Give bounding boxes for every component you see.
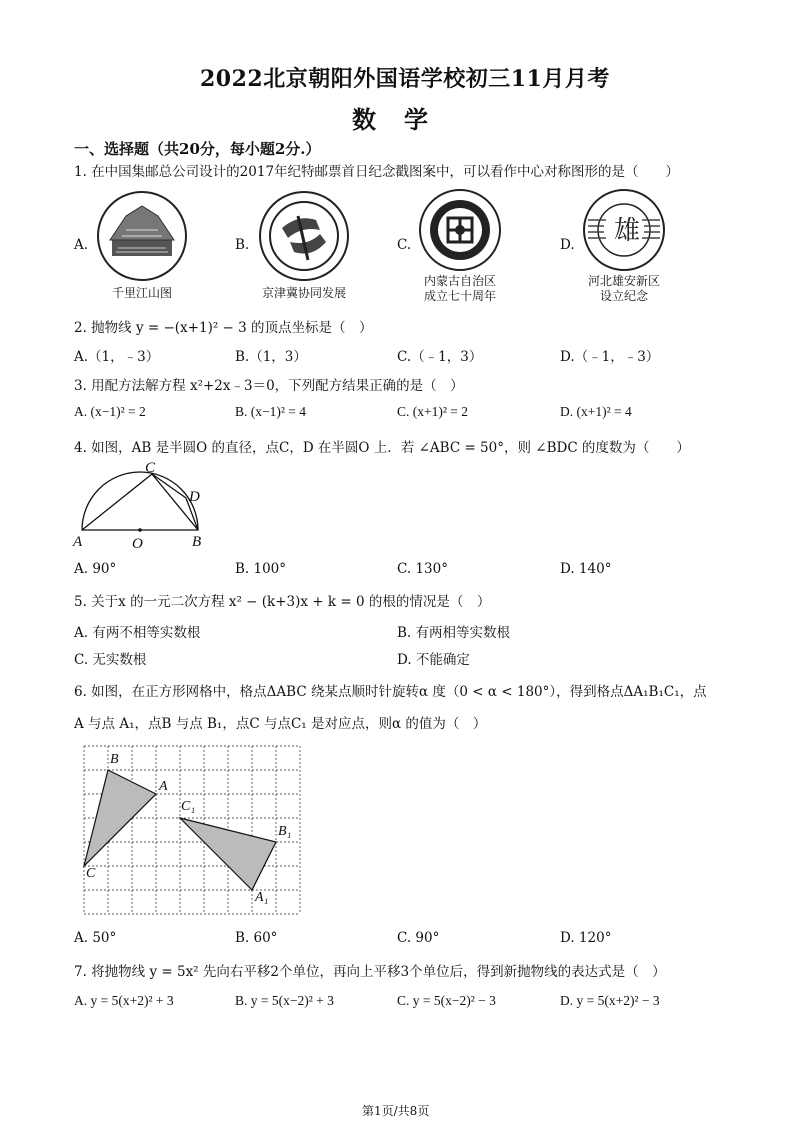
q5-option-c: C. 无实数根 (74, 652, 147, 668)
q3-option-d: D. (x+1)² = 4 (560, 404, 632, 419)
section-heading: 一、选择题（共20分，每小题2分.） (74, 140, 321, 158)
stamp-a-image (96, 190, 188, 282)
q7-option-a: A. y = 5(x+2)² + 3 (74, 993, 174, 1008)
q1-option-a-caption: 千里江山图 (111, 286, 172, 300)
stamp-d-character: 雄 (614, 216, 641, 246)
q1-option-b-letter: B. (235, 237, 250, 253)
q4-option-a: A. 90° (74, 561, 117, 577)
grid-rotation-figure (84, 746, 300, 914)
q1-option-c-letter: C. (397, 237, 412, 253)
q4-option-c: C. 130° (397, 561, 448, 577)
subject-title: 数学 (352, 105, 456, 134)
q1-option-b-caption: 京津冀协同发展 (261, 286, 346, 300)
q1-option-c-caption-line1: 内蒙古自治区 (423, 274, 496, 288)
q3-option-c: C. (x+1)² = 2 (397, 404, 469, 419)
q7-option-d: D. y = 5(x+2)² − 3 (560, 993, 660, 1008)
page-title: 2022北京朝阳外国语学校初三11月月考 (200, 66, 610, 92)
question-3-stem: 3. 用配方法解方程 x²+2x﹣3＝0，下列配方结果正确的是（ ） (74, 378, 464, 394)
q1-option-d-caption-line1: 河北雄安新区 (587, 274, 660, 288)
q3-option-a: A. (x−1)² = 2 (74, 404, 146, 419)
q2-option-c: C.（﹣1，3） (397, 349, 483, 365)
q6-option-b: B. 60° (235, 930, 278, 946)
q1-option-c-caption-line2: 成立七十周年 (423, 289, 496, 303)
q1-option-a-letter: A. (74, 237, 89, 253)
q4-label-d: D (189, 489, 200, 505)
q1-option-d-caption-line2: 设立纪念 (599, 289, 648, 303)
q5-option-a: A. 有两不相等实数根 (74, 625, 201, 641)
stamp-c-image (418, 188, 502, 272)
question-1-stem: 1. 在中国集邮总公司设计的2017年纪特邮票首日纪念戳图案中，可以看作中心对称图形的是（ ） (74, 164, 680, 180)
q4-label-c: C (145, 460, 156, 476)
q6-option-a: A. 50° (74, 930, 117, 946)
q4-label-b: B (192, 534, 202, 550)
q7-option-b: B. y = 5(x−2)² + 3 (235, 993, 334, 1008)
q2-option-a: A.（1，﹣3） (74, 349, 160, 365)
q4-label-o: O (132, 536, 143, 552)
q5-option-d: D. 不能确定 (397, 652, 470, 668)
q7-option-c: C. y = 5(x−2)² − 3 (397, 993, 496, 1008)
question-6-stem-line2: A 与点 A₁，点B 与点 B₁，点C 与点C₁ 是对应点，则α 的值为（ ） (74, 716, 487, 732)
q4-option-d: D. 140° (560, 561, 612, 577)
stamp-b-image (258, 190, 350, 282)
q6-label-a1: A₁ (255, 890, 269, 905)
q2-option-d: D.（﹣1，﹣3） (560, 349, 660, 365)
q6-label-b: B (110, 752, 119, 767)
question-6-stem-line1: 6. 如图，在正方形网格中，格点ΔABC 绕某点顺时针旋转α 度（0 < α < 180°），得到格点ΔA₁B₁C₁，点 (74, 684, 707, 700)
q2-option-b: B.（1，3） (235, 349, 307, 365)
q4-label-a: A (73, 534, 83, 550)
q6-option-d: D. 120° (560, 930, 612, 946)
q6-label-c1: C₁ (181, 799, 196, 814)
question-7-stem: 7. 将抛物线 y = 5x² 先向右平移2个单位，再向上平移3个单位后，得到新抛物线的表达式是（ ） (74, 964, 666, 980)
q6-label-c: C (86, 866, 96, 881)
q1-option-c-caption (402, 274, 518, 304)
q6-label-b1: B₁ (278, 824, 292, 839)
q6-label-a: A (159, 779, 168, 794)
q6-option-c: C. 90° (397, 930, 440, 946)
q5-option-b: B. 有两相等实数根 (397, 625, 511, 641)
q4-option-b: B. 100° (235, 561, 287, 577)
q1-option-d-letter: D. (560, 237, 575, 253)
q1-option-d-caption (566, 274, 682, 304)
question-2-stem: 2. 抛物线 y = −(x+1)² − 3 的顶点坐标是（ ） (74, 320, 373, 336)
question-4-stem: 4. 如图，AB 是半圆O 的直径，点C，D 在半圆O 上．若 ∠ABC = 50°，则 ∠BDC 的度数为（ ） (74, 440, 690, 456)
q3-option-b: B. (x−1)² = 4 (235, 404, 307, 419)
page-number: 第1页/共8页 (362, 1104, 430, 1118)
question-5-stem: 5. 关于x 的一元二次方程 x² − (k+3)x + k = 0 的根的情况是（ ） (74, 594, 491, 610)
